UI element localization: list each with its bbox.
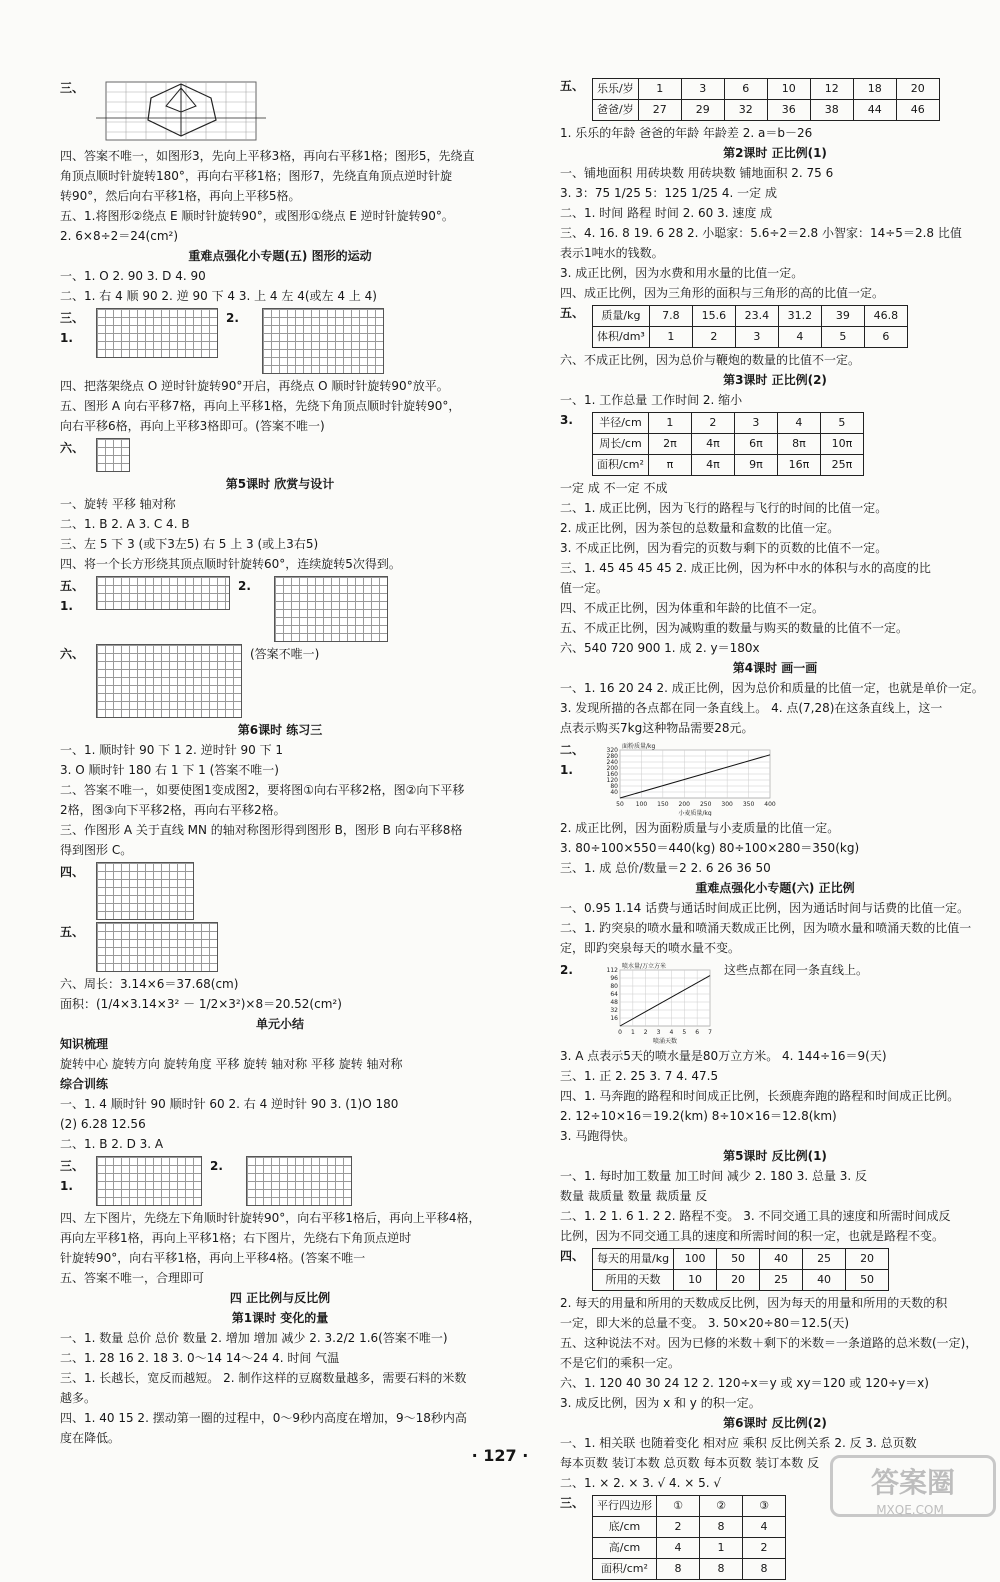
table-row bbox=[593, 1270, 889, 1291]
section-heading: 第2课时 正比例(1) bbox=[723, 146, 827, 160]
table-cell: 36 bbox=[767, 100, 810, 121]
right-line: 3. 成正比例，因为水费和用水量的比值一定。 bbox=[560, 266, 804, 280]
left-line: 转90°，然后向右平移1格，再向上平移5格。 bbox=[60, 189, 301, 203]
left-column bbox=[60, 76, 500, 1448]
x-tick-label: 100 bbox=[635, 801, 648, 808]
left-line: 得到图形 C。 bbox=[60, 843, 133, 857]
right-line: 三、1. 正 2. 25 3. 7 4. 47.5 bbox=[560, 1069, 719, 1083]
table-cell: 周长/cm bbox=[593, 434, 649, 455]
table-cell: 10 bbox=[674, 1270, 717, 1291]
table-cell: 3 bbox=[681, 79, 724, 100]
section-heading: 重难点强化小专题(五) 图形的运动 bbox=[188, 249, 372, 263]
section-heading: 第5课时 反比例(1) bbox=[723, 1149, 827, 1163]
left-line: 二、1. B 2. D 3. A bbox=[60, 1137, 164, 1151]
right-line: 五、这种说法不对。因为已修的米数＋剩下的米数＝一条道路的总米数(一定)， bbox=[560, 1336, 978, 1350]
table-block bbox=[560, 1246, 990, 1293]
table-block bbox=[560, 303, 990, 350]
right-line: 六、540 720 900 1. 成 2. y＝180x bbox=[560, 641, 760, 655]
circle-table bbox=[592, 412, 864, 476]
table-cell: 25 bbox=[760, 1270, 803, 1291]
y-tick-label: 280 bbox=[606, 753, 618, 760]
left-fig-row-5 bbox=[60, 644, 500, 718]
x-tick-label: 350 bbox=[742, 801, 755, 808]
table-cell: 4 bbox=[777, 413, 820, 434]
right-line: 六、不成正比例，因为总价与鞭炮的数量的比值不一定。 bbox=[560, 353, 861, 367]
table-cell: 1 bbox=[700, 1538, 743, 1559]
right-line: 1. 乐乐的年龄 爸爸的年龄 年龄差 2. a＝b－26 bbox=[560, 126, 813, 140]
table-cell: 29 bbox=[681, 100, 724, 121]
left-line: 针旋转90°，向右平移1格，再向上平移4格。(答案不唯一 bbox=[60, 1251, 366, 1265]
parallelogram-table bbox=[592, 1495, 786, 1580]
table-cell: 半径/cm bbox=[593, 413, 649, 434]
left-fig-row-2 bbox=[60, 308, 500, 374]
left-line: 三、1. 长越长，宽反而越短。 2. 制作这样的豆腐数量越多，需要石料的米数 bbox=[60, 1371, 467, 1385]
left-fig-row-7 bbox=[60, 922, 500, 972]
y-tick-label: 64 bbox=[610, 991, 618, 998]
right-note: 这些点都在同一条直线上。 bbox=[724, 963, 869, 977]
section-heading: 第6课时 反比例(2) bbox=[723, 1416, 827, 1430]
right-label: 四、 bbox=[560, 1249, 585, 1263]
left-label: 四、 bbox=[60, 865, 85, 879]
table-cell: 2 bbox=[692, 327, 735, 348]
table-row bbox=[593, 306, 908, 327]
spring-water-chart bbox=[596, 960, 716, 1044]
rice-usage-table bbox=[592, 1248, 889, 1291]
left-line: 四、把落架绕点 O 逆时针旋转90°开启，再绕点 O 顺时针旋转90°放平。 bbox=[60, 379, 449, 393]
right-line: 二、1. 时间 路程 时间 2. 60 3. 速度 成 bbox=[560, 206, 773, 220]
left-fig-row-8 bbox=[60, 1156, 500, 1206]
left-line: 五、1.将图形②绕点 E 顺时针旋转90°，或图形①绕点 E 逆时针旋转90°。 bbox=[60, 209, 454, 223]
right-line: 3. A 点表示5天的喷水量是80万立方米。 4. 144÷16＝9(天) bbox=[560, 1049, 887, 1063]
left-line: 旋转中心 旋转方向 旋转角度 平移 旋转 轴对称 平移 旋转 轴对称 bbox=[60, 1057, 403, 1071]
left-fig-row-3 bbox=[60, 438, 500, 472]
table-row bbox=[593, 100, 940, 121]
right-line: 一、1. 相关联 也随着变化 相对应 乘积 反比例关系 2. 反 3. 总页数 bbox=[560, 1436, 917, 1450]
right-line: 二、1. 2 1. 6 1. 2 2. 路程不变。 3. 不同交通工具的速度和所需时间成反 bbox=[560, 1209, 951, 1223]
right-line: 三、1. 45 45 45 45 2. 成正比例，因为杯中水的体积与水的高度的比 bbox=[560, 561, 931, 575]
section-heading: 第4课时 画一画 bbox=[732, 661, 818, 675]
left-label: 三、 bbox=[60, 81, 85, 95]
table-row bbox=[593, 413, 864, 434]
rotation-diagram bbox=[96, 78, 266, 144]
table-cell: 乐乐/岁 bbox=[593, 79, 639, 100]
table-cell: 每天的用量/kg bbox=[593, 1249, 674, 1270]
table-cell: 1 bbox=[638, 79, 681, 100]
table-cell: 12 bbox=[810, 79, 853, 100]
table-block bbox=[560, 76, 990, 123]
left-line: 2. 6×8÷2＝24(cm²) bbox=[60, 229, 179, 243]
chapter-heading: 四 正比例与反比例 bbox=[229, 1291, 331, 1305]
table-cell: 4 bbox=[657, 1538, 700, 1559]
table-cell: 15.6 bbox=[692, 306, 735, 327]
x-axis-label: 小麦质量/kg bbox=[678, 810, 712, 816]
table-cell: 2 bbox=[743, 1538, 786, 1559]
table-cell: 8 bbox=[700, 1517, 743, 1538]
right-label: 2. bbox=[560, 963, 573, 977]
y-tick-label: 80 bbox=[610, 783, 618, 790]
age-table bbox=[592, 78, 940, 121]
table-cell: 46.8 bbox=[864, 306, 907, 327]
section-heading: 单元小结 bbox=[255, 1017, 304, 1031]
y-tick-label: 16 bbox=[610, 1015, 618, 1022]
table-cell: 7.8 bbox=[649, 306, 692, 327]
x-tick-label: 1 bbox=[630, 1029, 635, 1036]
table-row bbox=[593, 1559, 786, 1580]
x-tick-label: 50 bbox=[616, 801, 624, 808]
right-line: 一、铺地面积 用砖块数 用砖块数 铺地面积 2. 75 6 bbox=[560, 166, 834, 180]
left-line: 越多。 bbox=[60, 1391, 97, 1405]
x-tick-label: 5 bbox=[682, 1029, 687, 1036]
table-cell: 底/cm bbox=[593, 1517, 657, 1538]
left-line: 3. O 顺时针 180 右 1 下 1 (答案不唯一) bbox=[60, 763, 279, 777]
left-line: 一、1. 数量 总价 总价 数量 2. 增加 增加 减少 2. 3.2/2 1.6(答案不唯一) bbox=[60, 1331, 448, 1345]
table-cell: 8π bbox=[777, 434, 820, 455]
left-subheading: 知识梳理 bbox=[60, 1037, 109, 1051]
y-axis-label: 喷水量/万立方米 bbox=[622, 963, 667, 970]
grid-figure bbox=[262, 308, 384, 374]
table-row bbox=[593, 1496, 786, 1517]
grid-figure bbox=[274, 576, 388, 642]
right-line: 二、1. 成正比例，因为飞行的路程与飞行的时间的比值一定。 bbox=[560, 501, 888, 515]
table-cell: 40 bbox=[760, 1249, 803, 1270]
right-line: 数量 裁质量 数量 裁质量 反 bbox=[560, 1189, 708, 1203]
y-tick-label: 200 bbox=[606, 765, 618, 772]
table-cell: 面积/cm² bbox=[593, 455, 649, 476]
table-cell: 体积/dm³ bbox=[593, 327, 650, 348]
right-line: 点表示购买7kg这种物品需要28元。 bbox=[560, 721, 754, 735]
left-line: 四、答案不唯一，如图形3，先向上平移3格，再向右平移1格；图形5，先绕直 bbox=[60, 149, 475, 163]
right-line: 二、1. 趵突泉的喷水量和喷涌天数成正比例，因为喷水量和喷涌天数的比值一 bbox=[560, 921, 972, 935]
y-tick-label: 80 bbox=[610, 983, 618, 990]
left-line: 二、1. 右 4 顺 90 2. 逆 90 下 4 3. 上 4 左 4(或左 4 上 4) bbox=[60, 289, 377, 303]
table-row bbox=[593, 455, 864, 476]
watermark-logo: 答案圈 bbox=[830, 1455, 996, 1517]
table-cell: 50 bbox=[717, 1249, 760, 1270]
left-line: 六、周长：3.14×6＝37.68(cm) bbox=[60, 977, 239, 991]
right-line: 每本页数 装订本数 总页数 每本页数 装订本数 反 bbox=[560, 1456, 820, 1470]
table-cell: 2π bbox=[648, 434, 691, 455]
y-tick-label: 96 bbox=[610, 975, 618, 982]
y-tick-label: 40 bbox=[610, 789, 618, 796]
right-line: 3. 马跑得快。 bbox=[560, 1129, 636, 1143]
table-cell: 3 bbox=[735, 327, 778, 348]
table-row bbox=[593, 1517, 786, 1538]
table-cell: 4π bbox=[691, 434, 734, 455]
left-line: 三、左 5 下 3 (或下3左5) 右 5 上 3 (或上3右5) bbox=[60, 537, 319, 551]
right-line: 四、不成正比例，因为体重和年龄的比值不一定。 bbox=[560, 601, 825, 615]
table-cell: 20 bbox=[846, 1249, 889, 1270]
table-cell: 3 bbox=[734, 413, 777, 434]
left-label: 五、1. bbox=[60, 579, 85, 613]
section-heading: 第6课时 练习三 bbox=[237, 723, 323, 737]
left-line: 面积：(1/4×3.14×3² － 1/2×3²)×8＝20.52(cm²) bbox=[60, 997, 342, 1011]
table-cell: 1 bbox=[648, 413, 691, 434]
table-cell: 所用的天数 bbox=[593, 1270, 674, 1291]
right-line: 四、1. 马奔跑的路程和时间成正比例，长颈鹿奔跑的路程和时间成正比例。 bbox=[560, 1089, 960, 1103]
section-heading: 第1课时 变化的量 bbox=[231, 1311, 329, 1325]
x-tick-label: 200 bbox=[678, 801, 691, 808]
left-line: 五、答案不唯一，合理即可 bbox=[60, 1271, 205, 1285]
table-cell: 32 bbox=[724, 100, 767, 121]
table-cell: 面积/cm² bbox=[593, 1559, 657, 1580]
table-cell: 5 bbox=[821, 327, 864, 348]
table-cell: 1 bbox=[649, 327, 692, 348]
right-label: 三、 bbox=[560, 1496, 585, 1510]
table-row bbox=[593, 1249, 889, 1270]
right-line: 三、1. 成 总价/数量＝2 2. 6 26 36 50 bbox=[560, 861, 771, 875]
right-line: 值一定。 bbox=[560, 581, 609, 595]
left-line: 度在降低。 bbox=[60, 1431, 121, 1445]
x-tick-label: 4 bbox=[669, 1029, 674, 1036]
right-label: 3. bbox=[560, 413, 573, 427]
table-cell: 20 bbox=[896, 79, 939, 100]
y-axis-label: 面粉质量/kg bbox=[622, 743, 656, 750]
table-row bbox=[593, 434, 864, 455]
table-cell: 6 bbox=[864, 327, 907, 348]
left-line: 五、图形 A 向右平移7格，再向上平移1格，先绕下角顶点顺时针旋转90°， bbox=[60, 399, 461, 413]
right-chart-row-2 bbox=[560, 960, 990, 1044]
left-line: 一、旋转 平移 轴对称 bbox=[60, 497, 176, 511]
table-cell: 25π bbox=[820, 455, 863, 476]
table-cell: 4 bbox=[743, 1517, 786, 1538]
table-row bbox=[593, 79, 940, 100]
left-label: 2. bbox=[238, 579, 251, 593]
left-label: 三、1. bbox=[60, 311, 85, 345]
table-cell: 4 bbox=[778, 327, 821, 348]
table-cell: 10π bbox=[820, 434, 863, 455]
right-line: 一定 成 不一定 不成 bbox=[560, 481, 668, 495]
table-cell: 5 bbox=[820, 413, 863, 434]
right-chart-row-1 bbox=[560, 740, 990, 816]
table-cell: 6 bbox=[724, 79, 767, 100]
table-cell: 9π bbox=[734, 455, 777, 476]
left-note: (答案不唯一) bbox=[250, 647, 320, 661]
x-tick-label: 150 bbox=[657, 801, 669, 808]
grid-figure bbox=[96, 576, 230, 610]
left-line: 向右平移6格，再向上平移3格即可。(答案不唯一) bbox=[60, 419, 325, 433]
left-fig-row-1 bbox=[60, 78, 500, 144]
table-cell: 4π bbox=[691, 455, 734, 476]
left-line: 一、1. O 2. 90 3. D 4. 90 bbox=[60, 269, 206, 283]
table-cell: 40 bbox=[803, 1270, 846, 1291]
table-cell: 100 bbox=[674, 1249, 717, 1270]
table-cell: 平行四边形 bbox=[593, 1496, 657, 1517]
x-tick-label: 400 bbox=[764, 801, 776, 808]
right-label: 五、 bbox=[560, 79, 585, 93]
right-line: 表示1吨水的钱数。 bbox=[560, 246, 664, 260]
page-number: · 127 · bbox=[471, 1446, 529, 1465]
table-cell: 高/cm bbox=[593, 1538, 657, 1559]
table-cell: 50 bbox=[846, 1270, 889, 1291]
left-fig-row-4 bbox=[60, 576, 500, 642]
grid-figure bbox=[96, 308, 218, 358]
right-line: 一定，即大米的总量不变。 3. 50×20÷80＝12.5(天) bbox=[560, 1316, 850, 1330]
x-tick-label: 250 bbox=[699, 801, 712, 808]
table-cell: 27 bbox=[638, 100, 681, 121]
section-heading: 重难点强化小专题(六) 正比例 bbox=[695, 881, 855, 895]
left-label: 2. bbox=[210, 1159, 223, 1173]
right-line: 3. 3：75 1/25 5：125 1/25 4. 一定 成 bbox=[560, 186, 777, 200]
table-cell: 8 bbox=[657, 1559, 700, 1580]
right-line: 一、0.95 1.14 话费与通话时间成正比例，因为通话时间与话费的比值一定。 bbox=[560, 901, 970, 915]
x-tick-label: 7 bbox=[708, 1029, 712, 1036]
flour-wheat-chart bbox=[596, 740, 776, 816]
right-line: 四、成正比例，因为三角形的面积与三角形的高的比值一定。 bbox=[560, 286, 885, 300]
left-label: 六、 bbox=[60, 647, 85, 661]
right-line: 一、1. 工作总量 工作时间 2. 缩小 bbox=[560, 393, 743, 407]
right-line: 六、1. 120 40 30 24 12 2. 120÷x＝y 或 xy＝120 或 120÷y＝x) bbox=[560, 1376, 929, 1390]
left-line: 一、1. 4 顺时针 90 顺时针 60 2. 右 4 逆时针 90 3. (1)O 180 bbox=[60, 1097, 399, 1111]
table-cell: 18 bbox=[853, 79, 896, 100]
table-cell: ② bbox=[700, 1496, 743, 1517]
table-cell: 20 bbox=[717, 1270, 760, 1291]
grid-figure bbox=[96, 1156, 202, 1206]
left-label: 六、 bbox=[60, 441, 85, 455]
right-line: 3. 成反比例，因为 x 和 y 的积一定。 bbox=[560, 1396, 761, 1410]
table-cell: 38 bbox=[810, 100, 853, 121]
left-line: 四、左下图片，先绕左下角顺时针旋转90°，向右平移1格后，再向上平移4格， bbox=[60, 1211, 481, 1225]
y-tick-label: 48 bbox=[610, 999, 618, 1006]
section-heading: 第3课时 正比例(2) bbox=[723, 373, 827, 387]
right-line: 二、1. × 2. × 3. √ 4. × 5. √ bbox=[560, 1476, 722, 1490]
left-line: 2格，图③向下平移2格，再向右平移2格。 bbox=[60, 803, 286, 817]
section-heading: 第5课时 欣赏与设计 bbox=[225, 477, 335, 491]
right-line: 3. 80÷100×550＝440(kg) 80÷100×280＝350(kg) bbox=[560, 841, 860, 855]
right-line: 2. 每天的用量和所用的天数成反比例，因为每天的用量和所用的天数的积 bbox=[560, 1296, 948, 1310]
x-tick-label: 2 bbox=[643, 1029, 648, 1036]
right-line: 比例，因为不同交通工具的速度和所需时间的积一定，也就是路程不变。 bbox=[560, 1229, 945, 1243]
y-tick-label: 32 bbox=[610, 1007, 618, 1014]
right-line: 不是它们的乘积一定。 bbox=[560, 1356, 681, 1370]
left-label: 三、1. bbox=[60, 1159, 85, 1193]
table-cell: 31.2 bbox=[778, 306, 821, 327]
table-cell: 46 bbox=[896, 100, 939, 121]
x-tick-label: 0 bbox=[618, 1029, 622, 1036]
left-line: 角顶点顺时针旋转180°，再向右平移1格；图形7，先绕直角顶点逆时针旋 bbox=[60, 169, 453, 183]
table-cell: 39 bbox=[821, 306, 864, 327]
y-tick-label: 112 bbox=[606, 967, 618, 974]
left-label: 五、 bbox=[60, 925, 85, 939]
right-line: 五、不成正比例，因为减购重的数量与购买的数量的比值不一定。 bbox=[560, 621, 909, 635]
right-line: 2. 成正比例，因为面粉质量与小麦质量的比值一定。 bbox=[560, 821, 840, 835]
table-cell: 23.4 bbox=[735, 306, 778, 327]
table-cell: 16π bbox=[777, 455, 820, 476]
left-line: 三、作图形 A 关于直线 MN 的轴对称图形得到图形 B，图形 B 向右平移8格 bbox=[60, 823, 463, 837]
left-line: 四、1. 40 15 2. 摆动第一圈的过程中，0～9秒内高度在增加，9～18秒内高 bbox=[60, 1411, 467, 1425]
left-line: 二、1. B 2. A 3. C 4. B bbox=[60, 517, 190, 531]
mass-volume-table bbox=[592, 305, 908, 348]
table-cell: 2 bbox=[657, 1517, 700, 1538]
table-cell: 8 bbox=[700, 1559, 743, 1580]
table-cell: 爸爸/岁 bbox=[593, 100, 639, 121]
left-label: 2. bbox=[226, 311, 239, 325]
right-line: 一、1. 16 20 24 2. 成正比例，因为总价和质量的比值一定，也就是单价一定。 bbox=[560, 681, 984, 695]
grid-figure bbox=[96, 862, 194, 920]
left-line: 四、将一个长方形绕其顶点顺时针旋转60°，连续旋转5次得到。 bbox=[60, 557, 401, 571]
right-line: 2. 成正比例，因为茶包的总数量和盒数的比值一定。 bbox=[560, 521, 840, 535]
table-block bbox=[560, 410, 990, 478]
table-cell: 25 bbox=[803, 1249, 846, 1270]
table-cell: 质量/kg bbox=[593, 306, 650, 327]
left-line: 再向左平移1格，再向上平移1格；右下图片，先绕右下角顶点逆时 bbox=[60, 1231, 412, 1245]
table-cell: 8 bbox=[743, 1559, 786, 1580]
right-label: 二、1. bbox=[560, 743, 585, 777]
left-line: (2) 6.28 12.56 bbox=[60, 1117, 146, 1131]
left-line: 一、1. 顺时针 90 下 1 2. 逆时针 90 下 1 bbox=[60, 743, 284, 757]
right-column bbox=[560, 76, 990, 1582]
table-cell: ① bbox=[657, 1496, 700, 1517]
left-fig-row-6 bbox=[60, 862, 500, 920]
y-tick-label: 320 bbox=[606, 747, 618, 754]
right-line: 2. 12÷10×16＝19.2(km) 8÷10×16＝12.8(km) bbox=[560, 1109, 837, 1123]
table-row bbox=[593, 327, 908, 348]
x-axis-label: 喷涌天数 bbox=[652, 1038, 678, 1044]
left-subheading: 综合训练 bbox=[60, 1077, 109, 1091]
y-tick-label: 120 bbox=[606, 777, 618, 784]
x-tick-label: 3 bbox=[656, 1029, 661, 1036]
grid-figure bbox=[246, 1156, 352, 1206]
y-tick-label: 240 bbox=[606, 759, 618, 766]
right-line: 3. 不成正比例，因为看完的页数与剩下的页数的比值不一定。 bbox=[560, 541, 888, 555]
x-tick-label: 300 bbox=[721, 801, 733, 808]
table-cell: 6π bbox=[734, 434, 777, 455]
grid-figure bbox=[96, 922, 218, 972]
right-label: 五、 bbox=[560, 306, 585, 320]
right-line: 三、4. 16. 8 19. 6 28 2. 小聪家：5.6÷2＝2.8 小智家：14÷5＝2.8 比值 bbox=[560, 226, 962, 240]
table-cell: ③ bbox=[743, 1496, 786, 1517]
plot-area bbox=[620, 970, 710, 1026]
right-line: 一、1. 每时加工数量 加工时间 减少 2. 180 3. 总量 3. 反 bbox=[560, 1169, 868, 1183]
table-row bbox=[593, 1538, 786, 1559]
right-line: 定，即趵突泉每天的喷水量不变。 bbox=[560, 941, 741, 955]
right-line: 3. 发现所描的各点都在同一条直线上。 4. 点(7,28)在这条直线上，这一 bbox=[560, 701, 943, 715]
left-line: 二、答案不唯一，如要使图1变成图2，要将图①向右平移2格，图②向下平移 bbox=[60, 783, 465, 797]
table-cell: 44 bbox=[853, 100, 896, 121]
left-line: 二、1. 28 16 2. 18 3. 0～14 14～24 4. 时间 气温 bbox=[60, 1351, 340, 1365]
x-tick-label: 6 bbox=[695, 1029, 700, 1036]
y-tick-label: 160 bbox=[606, 771, 618, 778]
grid-figure bbox=[96, 438, 130, 472]
grid-figure bbox=[96, 644, 242, 718]
table-cell: 10 bbox=[767, 79, 810, 100]
table-cell: π bbox=[648, 455, 691, 476]
table-cell: 2 bbox=[691, 413, 734, 434]
watermark-url: MXQE.COM bbox=[876, 1503, 944, 1517]
